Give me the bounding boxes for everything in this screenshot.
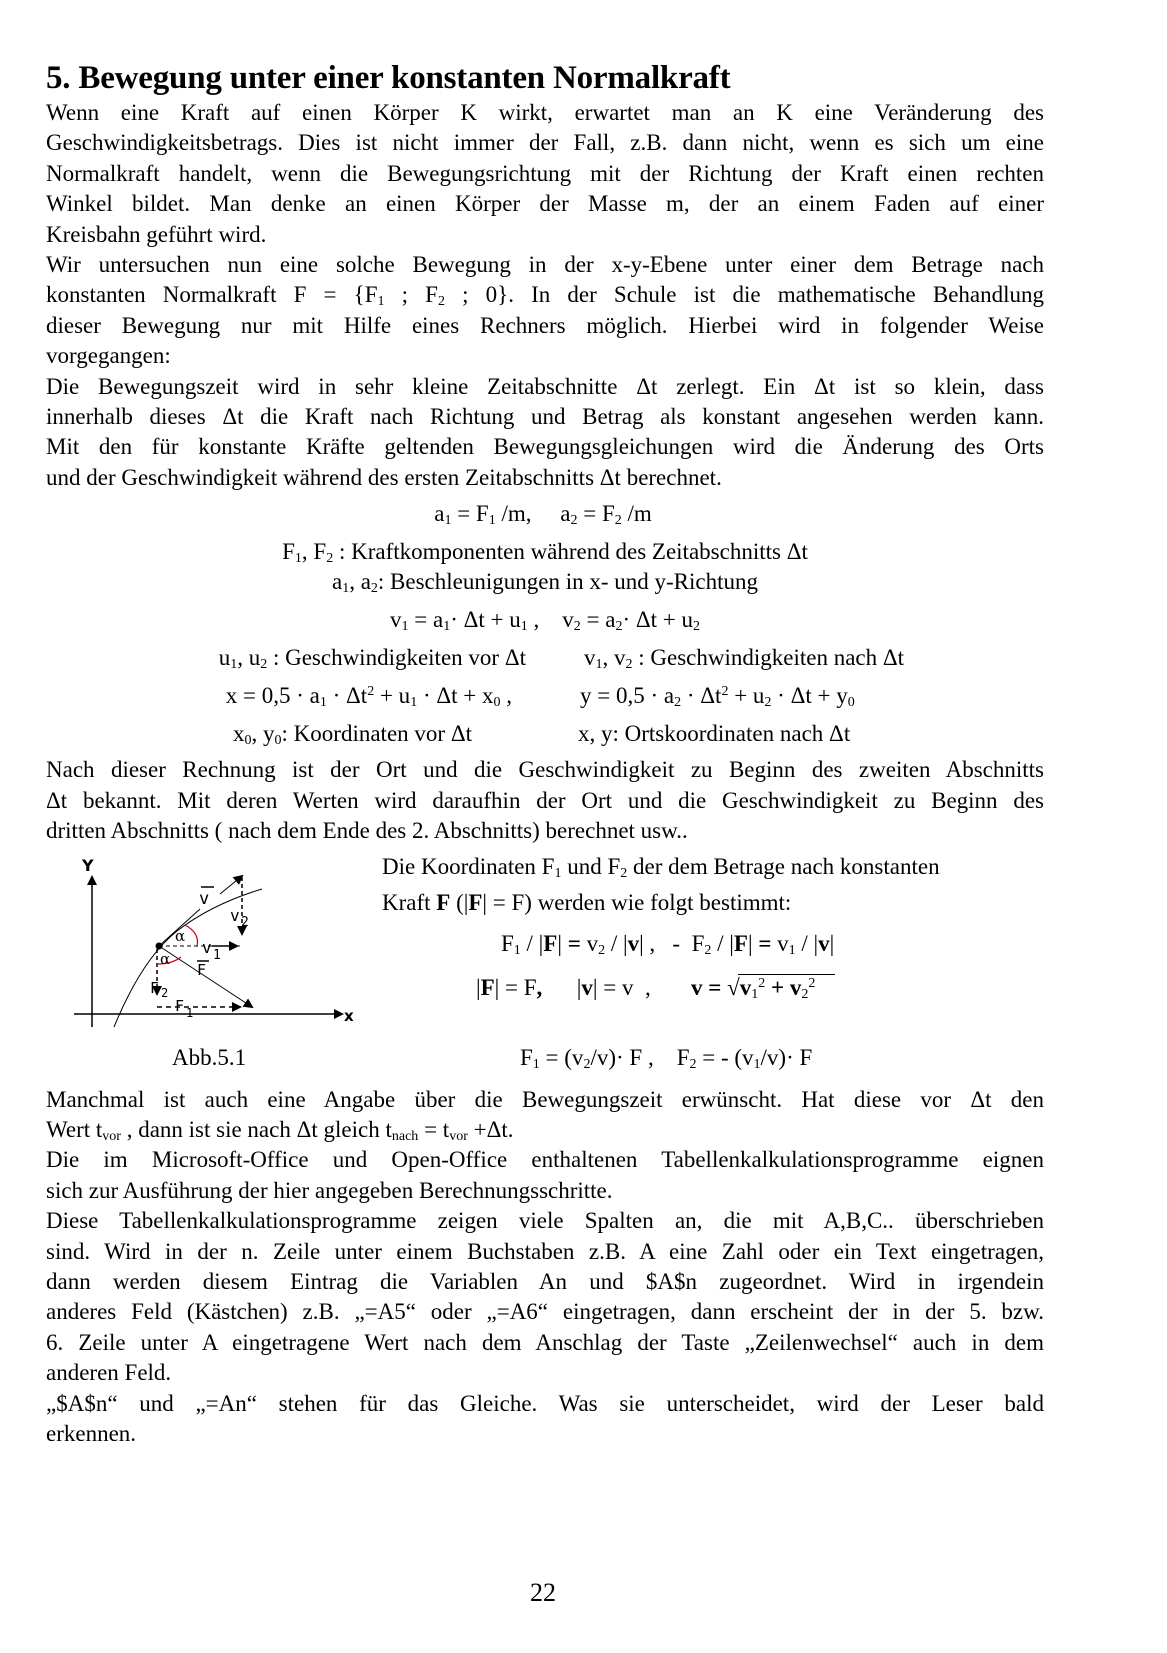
spreadsheet-intro-paragraph [46, 1145, 1044, 1206]
svg-text:1: 1 [213, 947, 221, 963]
svg-text:Y: Y [82, 855, 94, 875]
svg-text:α: α [175, 926, 186, 945]
text-line: Kreisbahn geführt wird. [46, 221, 267, 247]
position-x-equation: $x = 0,5 \cdot a_1 \cdot \Delta t^2 + u_1 \cdot \Delta t + x_0$ , [225, 683, 512, 711]
svg-text:F: F [175, 996, 185, 1015]
force-ratio-equation: $F_1 / |F| = v_2 / |v|$ , - $F_2 / |F| = v_1 / |v|$ [501, 930, 835, 958]
page-number: 22 [530, 1578, 556, 1607]
time-step-paragraph [46, 372, 1044, 494]
closing-paragraph [46, 1389, 1044, 1450]
text-line: anderes Feld (Kästchen) z.B. „=A5“ oder „=A6“ eingetragen, dann erscheint der in der 5. bzw. [46, 1299, 1044, 1325]
force-diagram-figure [62, 849, 382, 1039]
figure-caption: Abb.5.1 [172, 1044, 247, 1070]
text-line: anderen Feld. [46, 1360, 172, 1386]
force-components-equation: $F_1 = (v_2/v)\cdot F$ , $F_2$ = - $(v_1/v)\cdot F$ [520, 1044, 813, 1072]
document-page [46, 58, 1044, 1449]
text-line: „$A$n“ und „=An“ stehen für das Gleiche. Was sie unterscheidet, wird der Leser bald [46, 1390, 1044, 1416]
text-line: Wenn eine Kraft auf einen Körper K wirkt, erwartet man an K eine Veränderung des [46, 100, 1044, 125]
intro-paragraph [46, 98, 1044, 250]
svg-text:1: 1 [186, 1005, 194, 1020]
svg-text:v: v [199, 888, 210, 909]
svg-text:x: x [344, 1006, 354, 1025]
angle-arc [185, 925, 198, 946]
text-line: Manchmal ist auch eine Angabe über die Bewegungszeit erwünscht. Hat diese vor Δt den [46, 1086, 1044, 1112]
svg-text:v: v [202, 937, 212, 957]
coordinate-descriptions [46, 719, 1044, 749]
acceleration-equation: $a_1 = F_1$ /m, $a_2 = F_2$ /m [434, 501, 652, 529]
text-line: sind. Wird in der n. Zeile unter einem Buchstaben z.B. A eine Zahl oder ein Text eingetragen, [46, 1238, 1044, 1264]
text-line: Diese Tabellenkalkulationsprogramme zeigen viele Spalten an, die mit A,B,C.. überschrieben [46, 1208, 1044, 1234]
iteration-paragraph [46, 755, 1044, 846]
text-line: Nach dieser Rechnung ist der Ort und die Geschwindigkeit zu Beginn des zweiten Abschnitts [46, 757, 1044, 783]
text-line: dann werden diesem Eintrag die Variablen An und $A$n zugeordnet. Wird in irgendein [46, 1268, 1044, 1294]
text-line: Δt bekannt. Mit deren Werten wird daraufhin der Ort und die Geschwindigkeit zu Beginn des [46, 787, 1044, 813]
text-line: Geschwindigkeitsbetrags. Dies ist nicht immer der Fall, z.B. dann nicht, wenn es sich um eine [46, 130, 1044, 156]
text-line: Winkel bildet. Man denke an einen Körper der Masse m, der an einem Faden auf einer [46, 191, 1044, 217]
magnitude-equation: |F| = F, |v| = v , $v = √v_1^2 + v_2^2$ [476, 974, 835, 1001]
force-components-description: $F_1$, $F_2$ : Kraftkomponenten während des Zeitabschnitts Δt [282, 539, 808, 567]
coordinates-after-description: x, y: Ortskoordinaten nach Δt [578, 721, 851, 747]
coordinates-before-description: $x_0$, $y_0$: Koordinaten vor Δt [233, 721, 472, 749]
text-line: Wir untersuchen nun eine solche Bewegung in der x-y-Ebene unter einer dem Betrage nach [46, 252, 1044, 278]
figure-section [46, 849, 1044, 1081]
text-line: Wert $t_{vor}$ , dann ist sie nach Δt gleich $t_{nach} = t_{vor} +\Delta t$. [46, 1116, 514, 1144]
normal-force-paragraph [46, 250, 1044, 372]
equation-block [46, 499, 1044, 749]
text-line: sich zur Ausführung der hier angegeben Berechnungsschritte. [46, 1177, 613, 1203]
velocity-equation: $v_1 = a_1\cdot \Delta t + u_1$ , $v_2 = a_2\cdot \Delta t + u_2$ [390, 607, 700, 635]
force-coordinates-text [382, 849, 1052, 921]
velocity-before-description: $u_1$, $u_2$ : Geschwindigkeiten vor Δt [218, 645, 526, 673]
svg-text:F: F [150, 978, 160, 997]
section-title: 5. Bewegung unter einer konstanten Normalkraft [46, 60, 731, 96]
text-line: Mit den für konstante Kräfte geltenden Bewegungsgleichungen wird die Änderung des Orts [46, 434, 1044, 460]
svg-text:v: v [230, 905, 240, 925]
text-line: Kraft F (|F| = F) werden wie folgt bestimmt: [382, 889, 792, 915]
text-line: dieser Bewegung nur mit Hilfe eines Rechners möglich. Hierbei wird in folgender Weise [46, 312, 1044, 338]
svg-text:F: F [197, 960, 207, 979]
text-line: Die Koordinaten $F_1$ und $F_2$ der dem Betrage nach konstanten [382, 853, 940, 881]
spreadsheet-variables-paragraph [46, 1206, 1044, 1388]
text-line: Die im Microsoft-Office und Open-Office enthaltenen Tabellenkalkulationsprogramme eignen [46, 1147, 1044, 1173]
text-line: dritten Abschnitts ( nach dem Ende des 2. Abschnitts) berechnet usw.. [46, 818, 688, 844]
text-line: Normalkraft handelt, wenn die Bewegungsrichtung mit der Richtung der Kraft einen rechten [46, 160, 1044, 186]
text-line: vorgegangen: [46, 343, 171, 369]
text-line: erkennen. [46, 1420, 137, 1446]
acceleration-description: $a_1$, $a_2$: Beschleunigungen in x- und y-Richtung [331, 569, 759, 597]
svg-text:2: 2 [161, 985, 169, 1000]
position-equations [46, 681, 1044, 711]
text-line: und der Geschwindigkeit während des ersten Zeitabschnitts Δt berechnet. [46, 464, 722, 490]
velocity-descriptions [46, 643, 1044, 673]
text-line: 6. Zeile unter A eingetragene Wert nach dem Anschlag der Taste „Zeilenwechsel“ auch in dem [46, 1329, 1044, 1355]
velocity-after-description: $v_1$, $v_2$ : Geschwindigkeiten nach Δt [584, 645, 905, 673]
text-line: innerhalb dieses Δt die Kraft nach Richtung und Betrag als konstant angesehen werden kann. [46, 404, 1044, 430]
text-line: Die Bewegungszeit wird in sehr kleine Zeitabschnitte Δt zerlegt. Ein Δt ist so klein, dass [46, 373, 1044, 399]
time-paragraph [46, 1085, 1044, 1146]
svg-text:2: 2 [241, 914, 249, 930]
svg-text:α: α [160, 949, 171, 968]
text-line: konstanten Normalkraft $F = \{F_1$ ; $F_2$ ; 0}. In der Schule ist die mathematische Behandlung [46, 282, 1045, 310]
square-root: $v_1^2 + v_2^2$ [738, 974, 835, 1001]
position-y-equation: $y = 0,5 \cdot a_2 \cdot \Delta t^2 + u_2 \cdot \Delta t + y_0$ [580, 683, 855, 711]
